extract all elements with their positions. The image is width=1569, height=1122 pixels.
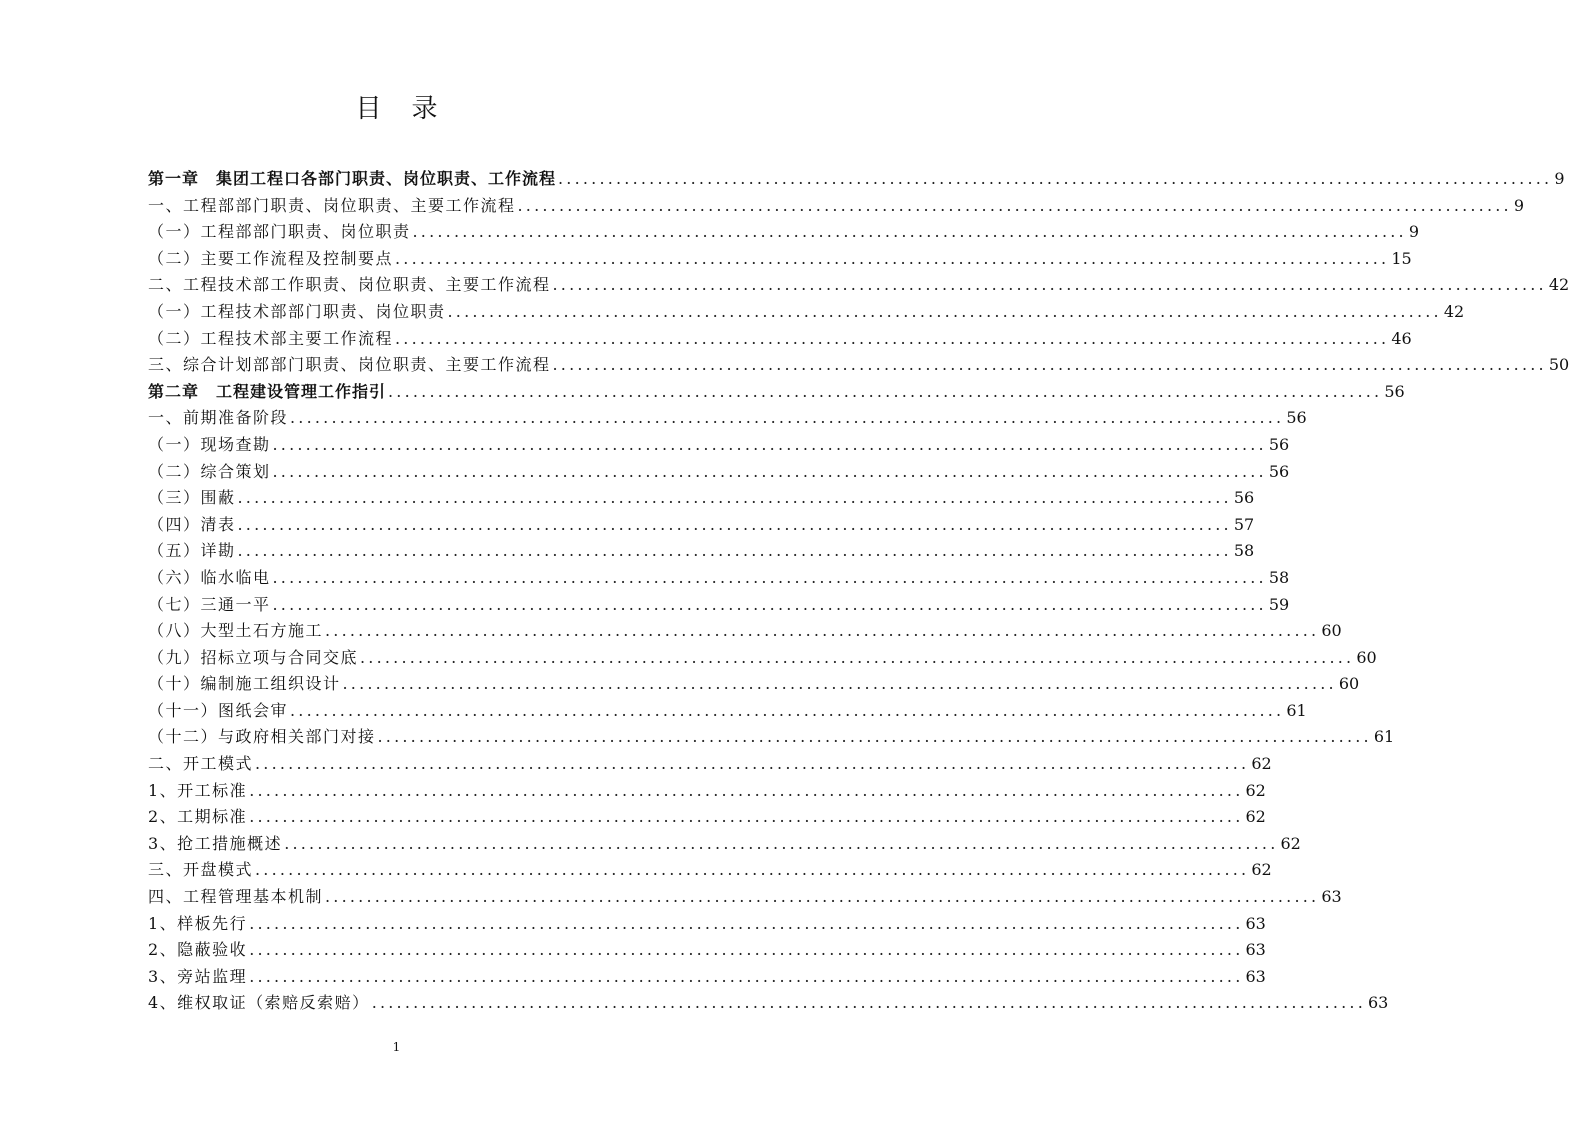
toc-chapter-entry[interactable]	[148, 166, 1565, 193]
toc-entry-text: 4、维权取证（索赔反索赔）	[148, 993, 370, 1013]
toc-entry-page: 63	[1368, 993, 1389, 1013]
toc-entry[interactable]	[148, 352, 1569, 379]
toc-entry-page: 42	[1548, 275, 1569, 295]
toc-entry-page: 62	[1251, 754, 1272, 774]
toc-leader-dots: ........................................................................................................................	[249, 913, 1244, 933]
toc-leader-dots: ........................................................................................................................	[325, 887, 1320, 907]
toc-entry[interactable]	[148, 671, 1360, 698]
toc-entry-text: （三）围蔽	[148, 488, 236, 508]
toc-entry-page: 63	[1321, 887, 1342, 907]
toc-entry-text: （八）大型土石方施工	[148, 621, 324, 641]
toc-entry-page: 61	[1373, 727, 1395, 747]
toc-entry[interactable]	[148, 405, 1307, 432]
toc-entry[interactable]	[148, 219, 1420, 246]
toc-entry-page: 63	[1245, 940, 1266, 960]
toc-entry-page: 42	[1443, 301, 1465, 321]
toc-entry[interactable]	[148, 326, 1412, 353]
toc-entry-text: （九）招标立项与合同交底	[148, 647, 359, 667]
toc-leader-dots: ........................................................................................................................	[325, 621, 1320, 641]
toc-leader-dots: ........................................................................................................................	[249, 966, 1244, 986]
toc-entry-text: 一、前期准备阶段	[148, 408, 289, 428]
toc-entry[interactable]	[148, 272, 1569, 299]
toc-entry-page: 63	[1245, 913, 1266, 933]
toc-leader-dots: ........................................................................................................................	[272, 567, 1267, 587]
toc-leader-dots: ........................................................................................................................	[249, 940, 1244, 960]
toc-leader-dots: ........................................................................................................................	[412, 222, 1407, 242]
toc-entry-text: 三、开盘模式	[148, 860, 254, 880]
toc-entry[interactable]	[148, 246, 1412, 273]
toc-entry-text: 一、工程部部门职责、岗位职责、主要工作流程	[148, 195, 516, 215]
toc-entry[interactable]	[148, 724, 1395, 751]
toc-entry-page: 62	[1251, 860, 1272, 880]
toc-entry-text: 2、工期标准	[148, 807, 248, 827]
toc-leader-dots: ........................................................................................................................	[377, 727, 1372, 747]
toc-entry-text: 1、样板先行	[148, 913, 248, 933]
toc-leader-dots: ........................................................................................................................	[342, 674, 1337, 694]
toc-entry-text: （二）主要工作流程及控制要点	[148, 248, 394, 268]
toc-entry-page: 9	[1513, 195, 1525, 215]
toc-leader-dots: ........................................................................................................................	[388, 381, 1383, 401]
toc-entry-page: 62	[1280, 833, 1301, 853]
toc-leader-dots: ........................................................................................................................	[395, 248, 1390, 268]
toc-entry[interactable]	[148, 432, 1290, 459]
toc-leader-dots: ........................................................................................................................	[249, 780, 1244, 800]
toc-entry-text: （十一）图纸会审	[148, 700, 289, 720]
toc-entry[interactable]	[148, 964, 1266, 991]
toc-entry-text: （二）工程技术部主要工作流程	[148, 328, 394, 348]
toc-leader-dots: ........................................................................................................................	[371, 993, 1366, 1013]
toc-entry[interactable]	[148, 778, 1266, 805]
toc-entry[interactable]	[148, 459, 1290, 486]
toc-entry[interactable]	[148, 512, 1255, 539]
toc-entry[interactable]	[148, 698, 1307, 725]
toc-entry[interactable]	[148, 857, 1272, 884]
toc-entry-page: 60	[1321, 621, 1342, 641]
toc-leader-dots: ........................................................................................................................	[395, 328, 1390, 348]
toc-leader-dots: ........................................................................................................................	[552, 355, 1547, 375]
toc-entry-page: 63	[1245, 966, 1266, 986]
toc-entry-text: 三、综合计划部部门职责、岗位职责、主要工作流程	[148, 355, 551, 375]
toc-entry-page: 46	[1391, 328, 1412, 348]
toc-entry-page: 59	[1268, 594, 1290, 614]
toc-entry-text: 3、抢工措施概述	[148, 833, 283, 853]
toc-leader-dots: ........................................................................................................................	[272, 434, 1267, 454]
toc-entry-page: 57	[1233, 514, 1255, 534]
toc-entry[interactable]	[148, 751, 1272, 778]
toc-entry-page: 56	[1268, 461, 1290, 481]
page-number: 1	[392, 1040, 401, 1054]
toc-entry-text: （十）编制施工组织设计	[148, 674, 341, 694]
toc-entry-page: 50	[1548, 355, 1569, 375]
toc-leader-dots: ........................................................................................................................	[255, 754, 1250, 774]
toc-entry-text: 第二章 工程建设管理工作指引	[148, 381, 387, 401]
toc-entry-page: 60	[1338, 674, 1360, 694]
toc-entry[interactable]	[148, 831, 1301, 858]
toc-leader-dots: ........................................................................................................................	[517, 195, 1512, 215]
toc-entry[interactable]	[148, 299, 1465, 326]
toc-entry-text: （一）工程部部门职责、岗位职责	[148, 222, 411, 242]
toc-entry-text: 1、开工标准	[148, 780, 248, 800]
toc-entry[interactable]	[148, 618, 1342, 645]
toc-leader-dots: ........................................................................................................................	[272, 461, 1267, 481]
toc-entry-page: 56	[1268, 434, 1290, 454]
toc-entry-text: （一）现场查勘	[148, 434, 271, 454]
toc-entry-text: （七）三通一平	[148, 594, 271, 614]
toc-leader-dots: ........................................................................................................................	[249, 807, 1244, 827]
toc-entry-page: 56	[1286, 408, 1307, 428]
toc-leader-dots: ........................................................................................................................	[284, 833, 1279, 853]
toc-entry[interactable]	[148, 538, 1255, 565]
toc-entry-page: 58	[1233, 541, 1255, 561]
toc-entry-text: 二、开工模式	[148, 754, 254, 774]
toc-entry-text: （一）工程技术部部门职责、岗位职责	[148, 301, 446, 321]
toc-entry-text: 四、工程管理基本机制	[148, 887, 324, 907]
toc-entry-text: （十二）与政府相关部门对接	[148, 727, 376, 747]
toc-entry-text: （五）详勘	[148, 541, 236, 561]
toc-entry-page: 61	[1286, 700, 1307, 720]
toc-leader-dots: ........................................................................................................................	[255, 860, 1250, 880]
toc-entry[interactable]	[148, 645, 1377, 672]
toc-leader-dots: ........................................................................................................................	[558, 169, 1553, 188]
toc-leader-dots: ........................................................................................................................	[360, 647, 1355, 667]
toc-entry-page: 58	[1268, 567, 1290, 587]
toc-entry-page: 9	[1554, 169, 1565, 188]
toc-entry-page: 56	[1384, 381, 1405, 401]
toc-entry[interactable]	[148, 592, 1290, 619]
toc-leader-dots: ........................................................................................................................	[237, 514, 1232, 534]
toc-entry-text: （六）临水临电	[148, 567, 271, 587]
toc-leader-dots: ........................................................................................................................	[447, 301, 1442, 321]
toc-entry[interactable]	[148, 884, 1342, 911]
toc-entry[interactable]	[148, 937, 1266, 964]
toc-entry[interactable]	[148, 193, 1525, 220]
toc-entry-page: 56	[1233, 488, 1255, 508]
toc-leader-dots: ........................................................................................................................	[237, 488, 1232, 508]
toc-entry-text: 二、工程技术部工作职责、岗位职责、主要工作流程	[148, 275, 551, 295]
toc-entry[interactable]	[148, 911, 1266, 938]
toc-entry-text: （二）综合策划	[148, 461, 271, 481]
toc-entry[interactable]	[148, 485, 1255, 512]
page-title: 目录	[355, 94, 468, 124]
toc-leader-dots: ........................................................................................................................	[290, 408, 1285, 428]
toc-entry-page: 60	[1356, 647, 1377, 667]
toc-entry-page: 62	[1245, 780, 1266, 800]
toc-entry-text: 3、旁站监理	[148, 966, 248, 986]
toc-chapter-entry[interactable]	[148, 379, 1405, 406]
toc-entry-text: 2、隐蔽验收	[148, 940, 248, 960]
toc-entry-page: 9	[1408, 222, 1420, 242]
toc-leader-dots: ........................................................................................................................	[290, 700, 1285, 720]
toc-entry-text: 第一章 集团工程口各部门职责、岗位职责、工作流程	[148, 169, 557, 188]
toc-entry[interactable]	[148, 565, 1290, 592]
toc-entry-page: 15	[1391, 248, 1412, 268]
toc-leader-dots: ........................................................................................................................	[237, 541, 1232, 561]
toc-entry-page: 62	[1245, 807, 1266, 827]
toc-leader-dots: ........................................................................................................................	[552, 275, 1547, 295]
toc-entry-text: （四）清表	[148, 514, 236, 534]
toc-entry[interactable]	[148, 804, 1266, 831]
toc-entry[interactable]	[148, 990, 1389, 1017]
toc-leader-dots: ........................................................................................................................	[272, 594, 1267, 614]
table-of-contents	[148, 166, 1569, 1017]
